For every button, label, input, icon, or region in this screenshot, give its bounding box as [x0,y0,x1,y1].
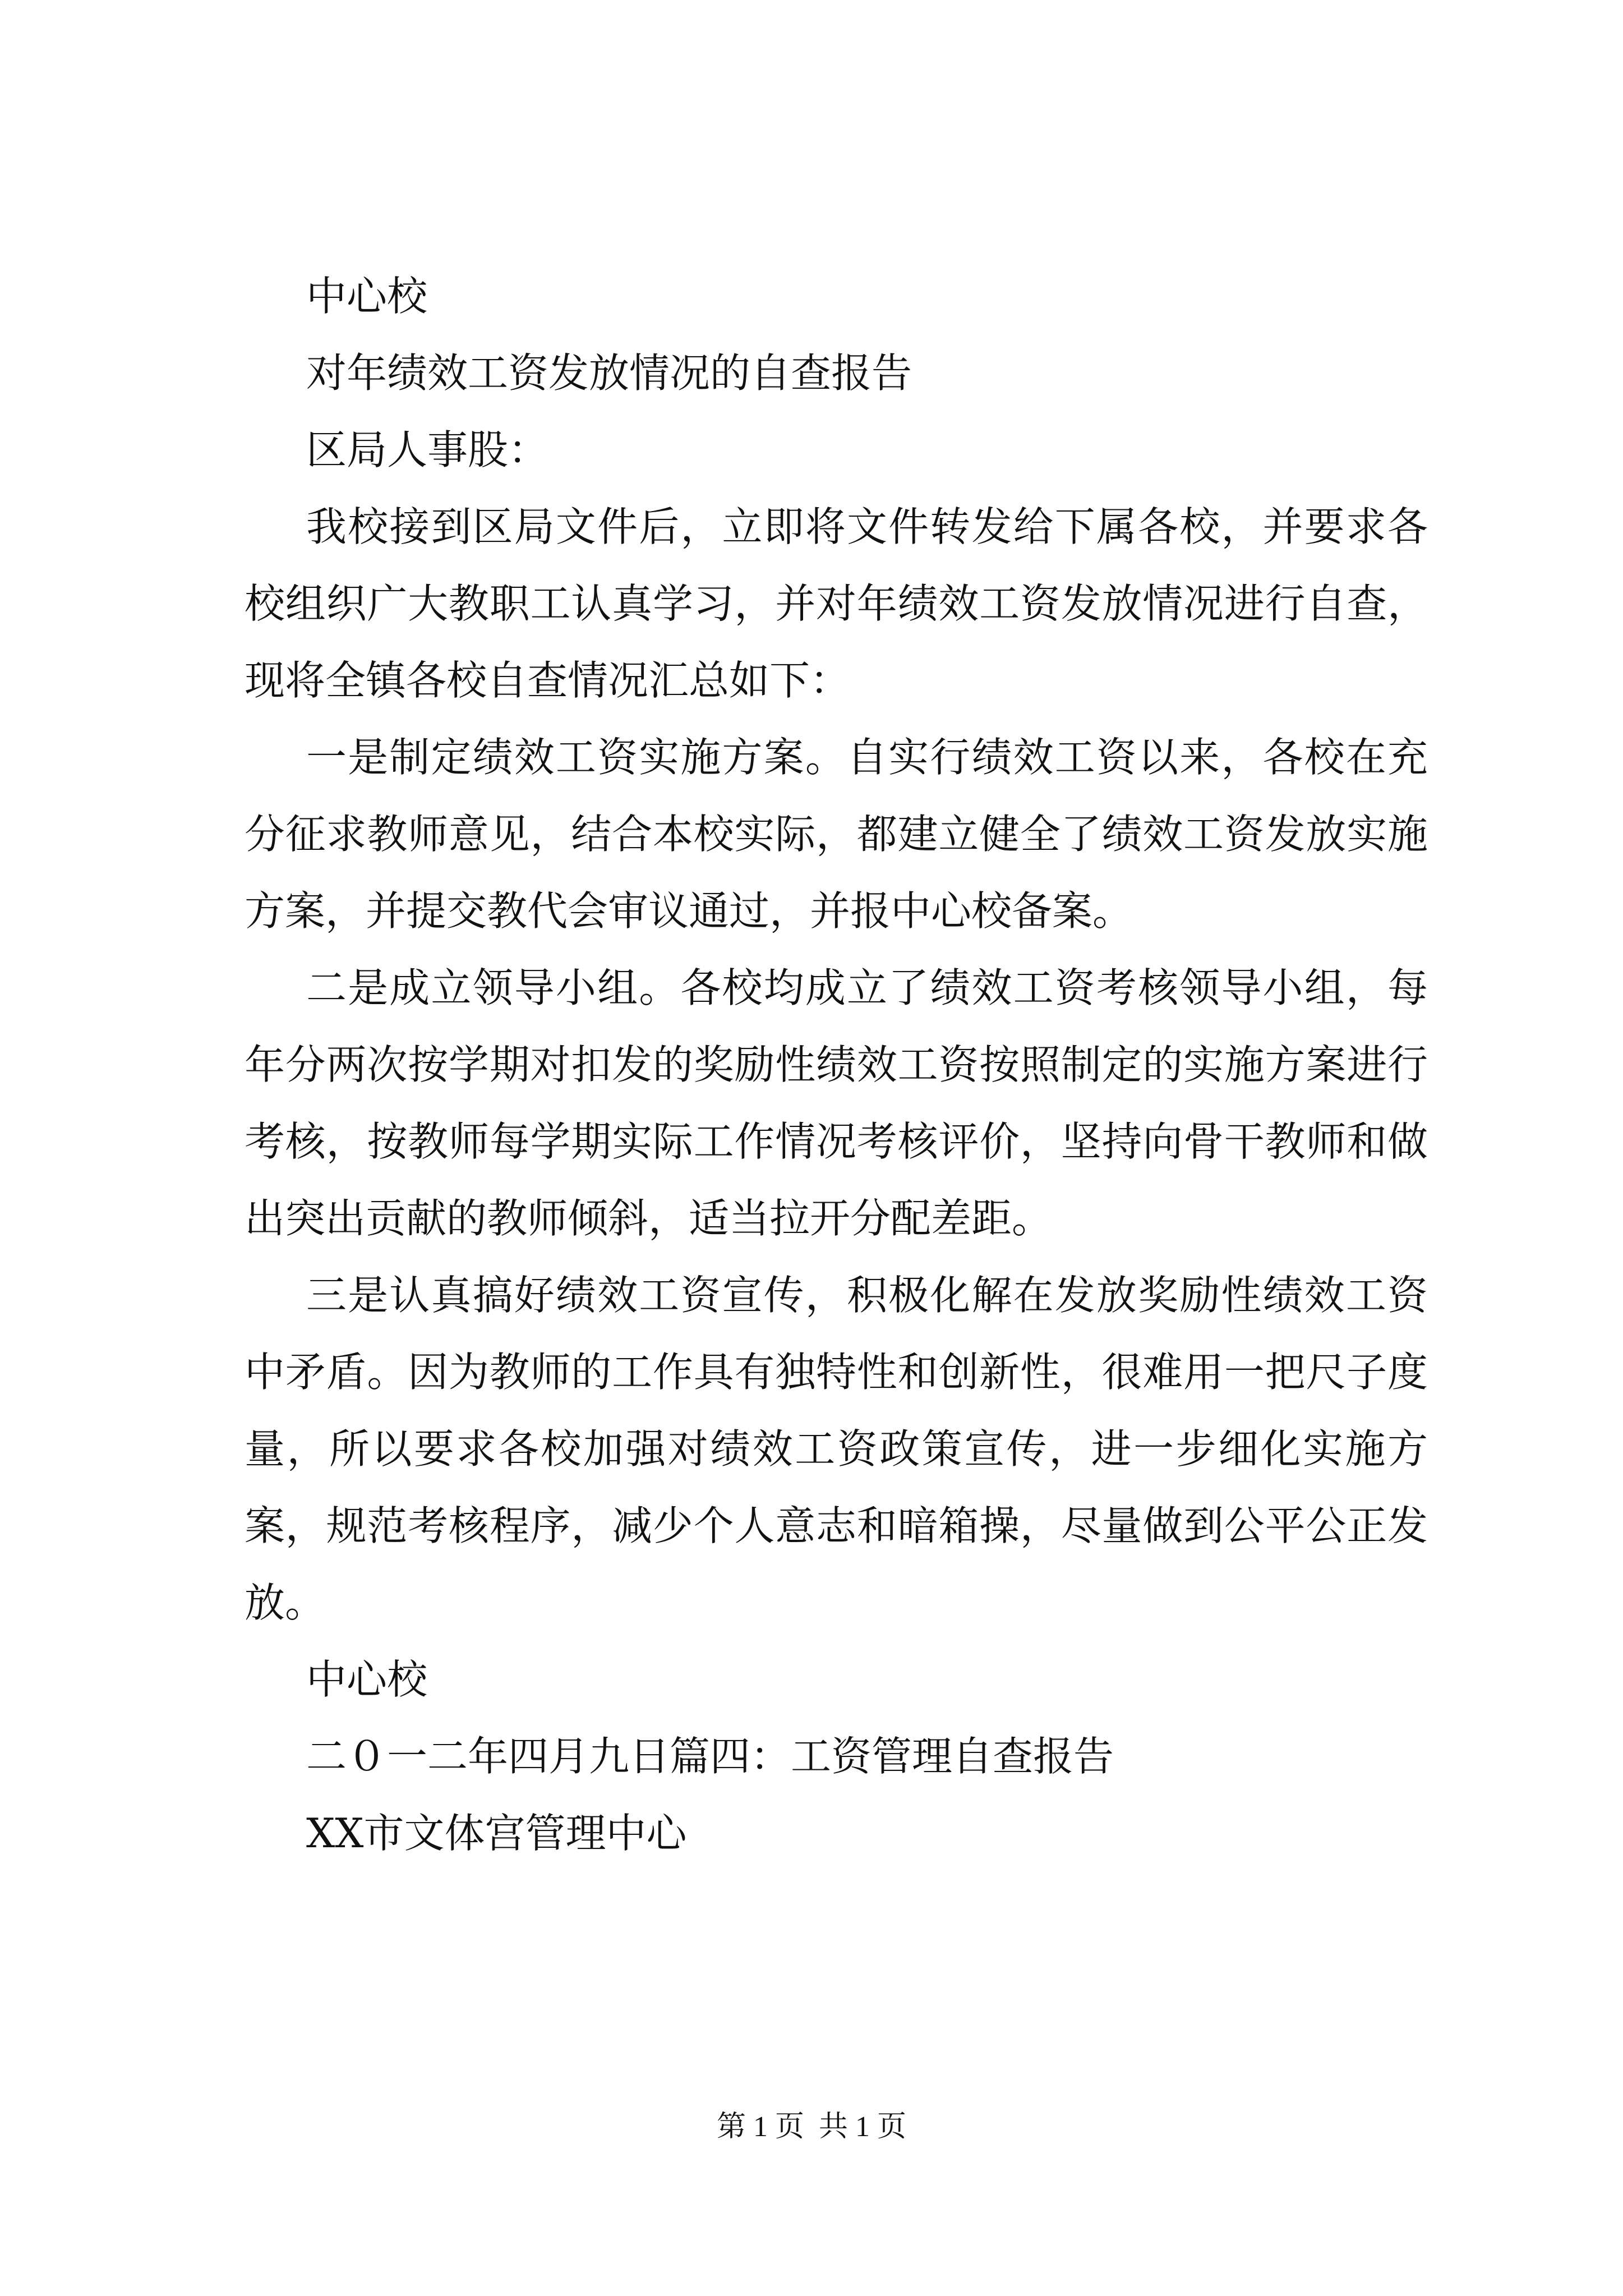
paragraph-school-name: 中心校 [306,273,428,320]
page-number-label: 第 1 页 共 1 页 [716,2111,906,2143]
paragraph-signature: 中心校 [306,1656,428,1703]
paragraph-date: 二０一二年四月九日篇四：工资管理自查报告 [306,1733,1114,1780]
paragraph-organization: XX市文体宫管理中心 [306,1810,687,1857]
page-footer [0,2105,1623,2150]
document-body [245,258,1428,1872]
paragraph-addressee: 区局人事股： [306,426,549,473]
paragraph-intro: 我校接到区局文件后，立即将文件转发给下属各校，并要求各校组织广大教职工认真学习，并对年绩效工资发放情况进行自查，现将全镇各校自查情况汇总如下： [245,503,1428,704]
paragraph-point-three: 三是认真搞好绩效工资宣传，积极化解在发放奖励性绩效工资中矛盾。因为教师的工作具有独特性和创新性，很难用一把尺子度量，所以要求各校加强对绩效工资政策宣传，进一步细化实施方案，规范考核程序，减少个人意志和暗箱操，尽量做到公平公正发放。 [245,1272,1428,1626]
paragraph-point-two: 二是成立领导小组。各校均成立了绩效工资考核领导小组，每年分两次按学期对扣发的奖励性绩效工资按照制定的实施方案进行考核，按教师每学期实际工作情况考核评价，坚持向骨干教师和做出突出贡献的教师倾斜，适当拉开分配差距。 [245,964,1428,1242]
paragraph-point-one: 一是制定绩效工资实施方案。自实行绩效工资以来，各校在充分征求教师意见，结合本校实际，都建立健全了绩效工资发放实施方案，并提交教代会审议通过，并报中心校备案。 [245,734,1428,935]
paragraph-title: 对年绩效工资发放情况的自查报告 [306,349,912,397]
